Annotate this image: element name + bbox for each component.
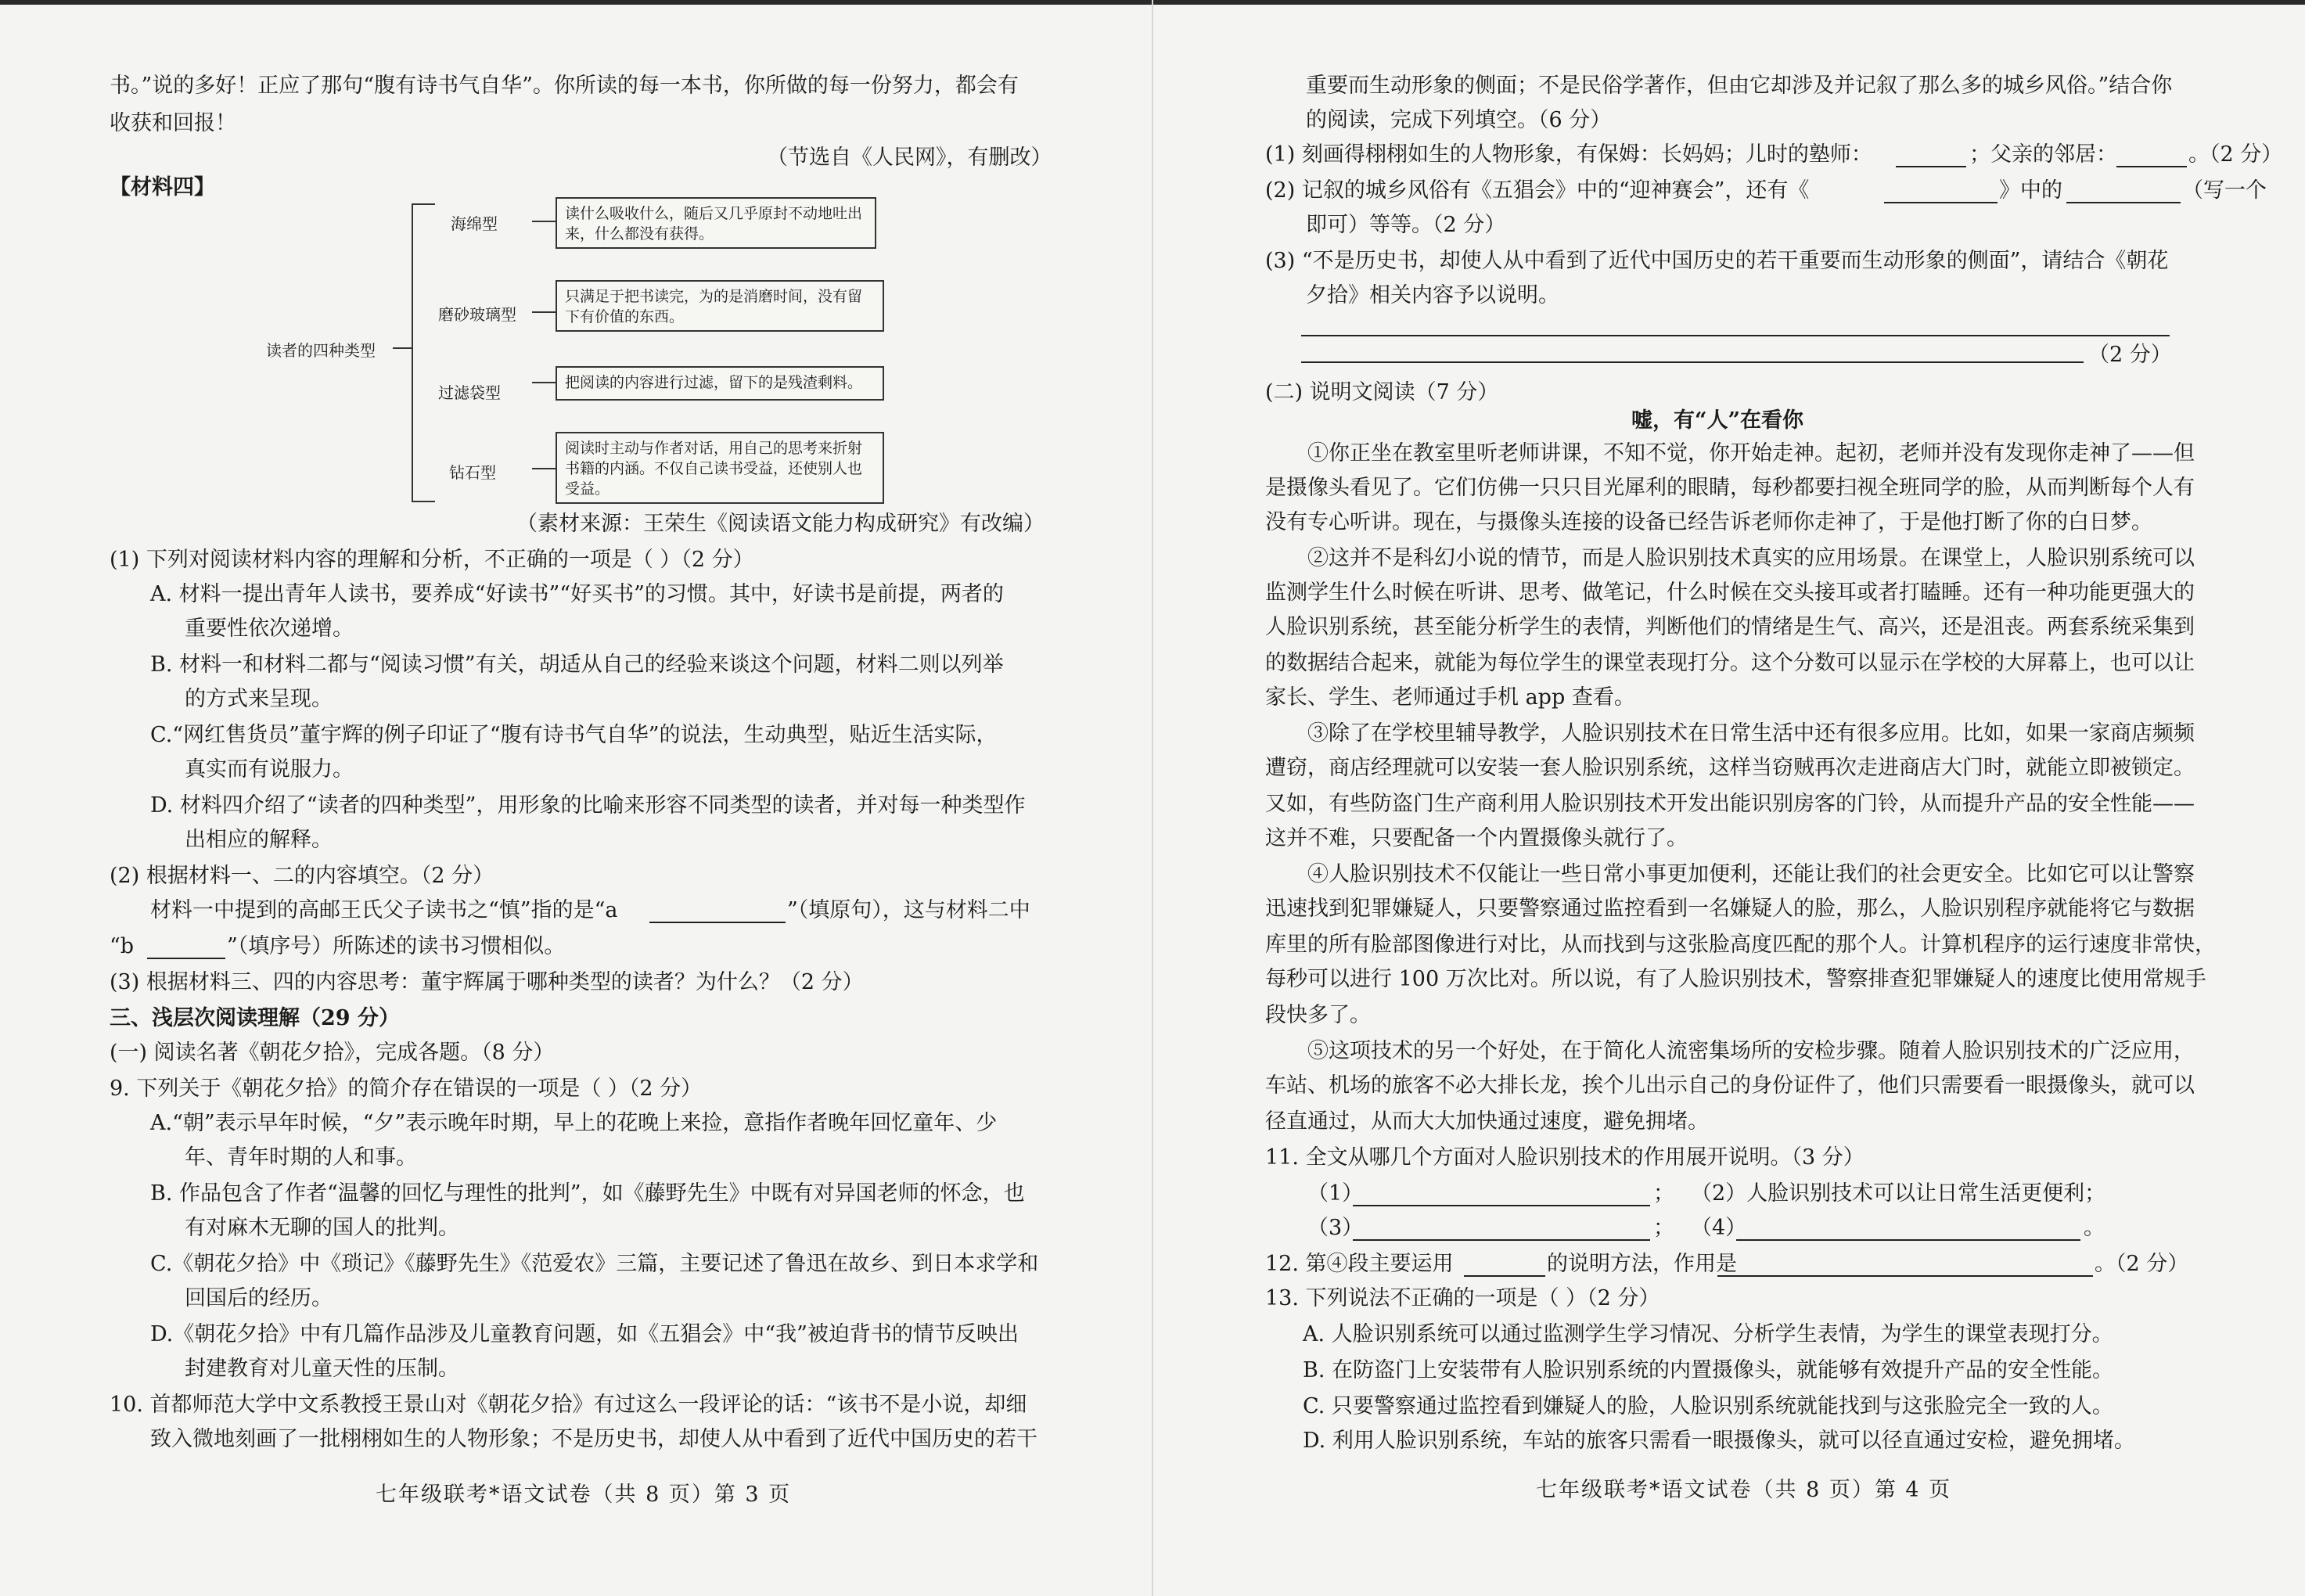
- article-line: 库里的所有脸部图像进行对比，从而找到与这张脸高度匹配的那个人。计算机程序的运行速度非常快，: [1265, 933, 2216, 957]
- type-desc-box: 读什么吸收什么，随后又几乎原封不动地吐出来，什么都没有获得。: [556, 197, 876, 249]
- article-line: 段快多了。: [1265, 1003, 1371, 1027]
- answer-blank[interactable]: [1717, 1275, 2093, 1277]
- question-line: 材料一中提到的高邮王氏父子读书之“慎”指的是“a: [150, 898, 618, 922]
- question-line: 。（2 分）: [2188, 142, 2283, 167]
- article-line: ⑤这项技术的另一个好处，在于简化人流密集场所的安检步骤。随着人脸识别技术的广泛应用，: [1307, 1039, 2195, 1063]
- question-line: (3) “不是历史书，却使人从中看到了近代中国历史的若干重要而生动形象的侧面”，请结合《朝花: [1265, 249, 2169, 273]
- score-note: （2 分）: [2088, 343, 2172, 367]
- answer-blank[interactable]: [1353, 1205, 1650, 1206]
- question-line: (2) 根据材料一、二的内容填空。（2 分）: [110, 864, 494, 888]
- punctuation: ；: [1653, 1181, 1674, 1206]
- option-line: D. 利用人脸识别系统，车站的旅客只需看一眼摄像头，就可以径直通过安检，避免拥堵。: [1303, 1429, 2135, 1453]
- material4-heading: 【材料四】: [110, 175, 215, 200]
- diagram-connector: [532, 382, 556, 383]
- option-line: D.《朝花夕拾》中有几篇作品涉及儿童教育问题，如《五猖会》中“我”被迫背书的情节反映出: [150, 1322, 1019, 1346]
- option-line: C.《朝花夕拾》中《琐记》《藤野先生》《范爱农》三篇，主要记述了鲁迅在故乡、到日本求学和: [150, 1252, 1039, 1276]
- question-line: 致入微地刻画了一批栩栩如生的人物形象；不是历史书，却使人从中看到了近代中国历史的若干: [150, 1427, 1037, 1451]
- question-line: 夕拾》相关内容予以说明。: [1306, 283, 1559, 307]
- article-title: 嘘，有“人”在看你: [1631, 408, 1804, 433]
- article-line: 没有专心听讲。现在，与摄像头连接的设备已经告诉老师你走神了，于是他打断了你的白日梦。: [1265, 510, 2152, 534]
- option-line: 回国后的经历。: [185, 1286, 333, 1310]
- diagram-connector: [393, 347, 412, 349]
- article-line: ②这并不是科幻小说的情节，而是人脸识别技术真实的应用场景。在课堂上，人脸识别系统可以: [1307, 546, 2195, 570]
- option-line: B. 在防盗门上安装带有人脸识别系统的内置摄像头，就能够有效提升产品的安全性能。: [1303, 1358, 2114, 1382]
- diagram-connector: [532, 468, 556, 469]
- question-line: “b: [110, 934, 135, 958]
- diagram-connector: [412, 501, 435, 502]
- type-label-sponge: 海绵型: [451, 214, 498, 233]
- article-line: 迅速找到犯罪嫌疑人，只要警察通过监控看到一名嫌疑人的脸，那么，人脸识别程序就能将它与数据: [1265, 897, 2195, 921]
- answer-blank[interactable]: [1353, 1239, 1650, 1241]
- answer-blank[interactable]: [1896, 166, 1966, 167]
- article-line: 这并不难，只要配备一个内置摄像头就行了。: [1265, 826, 1688, 850]
- source-note: （素材来源：王荣生《阅读语文能力构成研究》有改编）: [516, 512, 1045, 536]
- question-line: （4）: [1691, 1216, 1747, 1240]
- article-line: 径直通过，从而大大加快通过速度，避免拥堵。: [1265, 1109, 1709, 1134]
- question-line: 即可）等等。（2 分）: [1306, 213, 1506, 237]
- article-line: 又如，有些防盗门生产商利用人脸识别技术开发出能识别房客的门铃，从而提升产品的安全性能——: [1265, 792, 2195, 816]
- page-4: [1152, 0, 2305, 1596]
- type-label-frosted-glass: 磨砂玻璃型: [438, 305, 516, 324]
- text-line: 的阅读，完成下列填空。（6 分）: [1306, 108, 1612, 132]
- punctuation: ；: [1653, 1216, 1674, 1240]
- option-line: 的方式来呈现。: [185, 687, 333, 711]
- type-desc-box: 阅读时主动与作者对话，用自己的思考来折射书籍的内涵。不仅自己读书受益，还使别人也受益。: [556, 432, 884, 504]
- question-line: 10. 首都师范大学中文系教授王景山对《朝花夕拾》有过这么一段评论的话：“该书不是小说，却细: [110, 1393, 1027, 1417]
- option-line: A. 人脸识别系统可以通过监测学生学习情况、分析学生表情，为学生的课堂表现打分。: [1303, 1322, 2113, 1346]
- option-line: B. 材料一和材料二都与“阅读习惯”有关，胡适从自己的经验来谈这个问题，材料二则以列举: [150, 652, 1004, 677]
- option-line: A.“朝”表示早年时候，“夕”表示晚年时期，早上的花晚上来捡，意指作者晚年回忆童年、少: [150, 1111, 998, 1135]
- answer-line[interactable]: [1301, 361, 2084, 363]
- article-line: ③除了在学校里辅导教学，人脸识别技术在日常生活中还有很多应用。比如，如果一家商店频频: [1307, 721, 2195, 746]
- answer-blank[interactable]: [649, 922, 786, 923]
- answer-blank[interactable]: [2116, 166, 2187, 167]
- option-line: C. 只要警察通过监控看到嫌疑人的脸，人脸识别系统就能找到与这张脸完全一致的人。: [1303, 1394, 2113, 1418]
- answer-line[interactable]: [1301, 335, 2170, 336]
- page-footer: 七年级联考*语文试卷（共 8 页）第 4 页: [1536, 1478, 1952, 1502]
- question-line: 。（2 分）: [2095, 1252, 2189, 1276]
- option-line: C.“网红售货员”董宇辉的例子印证了“腹有诗书气自华”的说法，生动典型，贴近生活实际，: [150, 723, 998, 747]
- subsection-title: (二) 说明文阅读（7 分）: [1265, 380, 1499, 404]
- article-line: 遭窃，商店经理就可以安装一套人脸识别系统，这样当窃贼再次走进商店大门时，就能立即被锁定。: [1265, 756, 2195, 780]
- question-line: （2）人脸识别技术可以让日常生活更便利；: [1691, 1181, 2106, 1206]
- question-line: (1) 刻画得栩栩如生的人物形象，有保姆：长妈妈；儿时的塾师：: [1265, 142, 1872, 167]
- question-line: ”（填原句），这与材料二中: [787, 898, 1030, 922]
- question-line: 的说明方法，作用是: [1547, 1252, 1737, 1276]
- text-line: 收获和回报！: [110, 111, 236, 135]
- question-line: 9. 下列关于《朝花夕拾》的简介存在错误的一项是（ ）（2 分）: [110, 1077, 703, 1101]
- question-line: 12. 第④段主要运用: [1265, 1252, 1454, 1276]
- answer-blank[interactable]: [1884, 202, 1998, 203]
- article-line: 车站、机场的旅客不必大排长龙，挨个儿出示自己的身份证件了，他们只需要看一眼摄像头，就可以: [1265, 1073, 2195, 1098]
- article-line: ①你正坐在教室里听老师讲课，不知不觉，你开始走神。起初，老师并没有发现你走神了——但: [1307, 441, 2195, 466]
- text-line: 重要而生动形象的侧面；不是民俗学著作，但由它却涉及并记叙了那么多的城乡风俗。”结合你: [1306, 74, 2173, 98]
- article-line: 的数据结合起来，就能为每位学生的课堂表现打分。这个分数可以显示在学校的大屏幕上，也可以让: [1265, 651, 2195, 675]
- diagram-connector: [532, 221, 556, 222]
- article-line: 每秒可以进行 100 万次比对。所以说，有了人脸识别技术，警察排查犯罪嫌疑人的速度比使用常规手: [1265, 967, 2206, 991]
- option-line: 有对麻木无聊的国人的批判。: [185, 1216, 459, 1240]
- option-line: 出相应的解释。: [185, 828, 333, 852]
- type-label-filter-bag: 过滤袋型: [438, 383, 501, 402]
- answer-blank[interactable]: [2066, 202, 2181, 203]
- answer-blank[interactable]: [147, 958, 225, 959]
- option-line: D. 材料四介绍了“读者的四种类型”，用形象的比喻来形容不同类型的读者，并对每一种类型作: [150, 793, 1026, 818]
- option-line: A. 材料一提出青年人读书，要养成“好读书”“好买书”的习惯。其中，好读书是前提，两者的: [150, 582, 1004, 606]
- subsection-title: (一) 阅读名著《朝花夕拾》，完成各题。（8 分）: [110, 1041, 555, 1065]
- option-line: 封建教育对儿童天性的压制。: [185, 1357, 459, 1381]
- question-line: (1) 下列对阅读材料内容的理解和分析，不正确的一项是（ ）（2 分）: [110, 548, 754, 572]
- option-line: 真实而有说服力。: [185, 757, 354, 782]
- question-line: （1）: [1307, 1181, 1364, 1206]
- option-line: 年、青年时期的人和事。: [185, 1145, 417, 1170]
- option-line: 重要性依次递增。: [185, 616, 354, 641]
- diagram-root-label: 读者的四种类型: [266, 341, 376, 360]
- question-line: ”（填序号）所陈述的读书习惯相似。: [227, 934, 566, 958]
- question-line: 11. 全文从哪几个方面对人脸识别技术的作用展开说明。（3 分）: [1265, 1145, 1864, 1170]
- question-line: （3）: [1307, 1216, 1364, 1240]
- punctuation: 。: [2084, 1216, 2105, 1240]
- text-line: 书。”说的多好！正应了那句“腹有诗书气自华”。你所读的每一本书，你所做的每一份努力，都会有: [110, 74, 1019, 98]
- article-line: 监测学生什么时候在听讲、思考、做笔记，什么时候在交头接耳或者打瞌睡。还有一种功能更强大的: [1265, 581, 2195, 605]
- option-line: B. 作品包含了作者“温馨的回忆与理性的批判”，如《藤野先生》中既有对异国老师的怀念，也: [150, 1181, 1025, 1206]
- page-3: [0, 0, 1152, 1596]
- section-title: 三、浅层次阅读理解（29 分）: [110, 1006, 400, 1030]
- article-line: 人脸识别系统，甚至能分析学生的表情，判断他们的情绪是生气、高兴，还是沮丧。两套系统采集到: [1265, 615, 2195, 639]
- article-line: 家长、学生、老师通过手机 app 查看。: [1265, 685, 1635, 710]
- question-line: 13. 下列说法不正确的一项是（ ）（2 分）: [1265, 1286, 1660, 1310]
- question-line: ；父亲的邻居：: [1969, 142, 2117, 167]
- answer-blank[interactable]: [1464, 1275, 1545, 1277]
- question-line: （写一个: [2182, 178, 2267, 203]
- article-line: ④人脸识别技术不仅能让一些日常小事更加便利，还能让我们的社会更安全。比如它可以让警察: [1307, 862, 2195, 886]
- diagram-connector: [412, 203, 435, 205]
- question-line: 》中的: [1999, 178, 2062, 203]
- question-line: (3) 根据材料三、四的内容思考：董宇辉属于哪种类型的读者？为什么？（2 分）: [110, 970, 864, 994]
- page-footer: 七年级联考*语文试卷（共 8 页）第 3 页: [376, 1483, 792, 1507]
- source-note: （节选自《人民网》，有删改）: [767, 146, 1052, 170]
- answer-blank[interactable]: [1736, 1239, 2080, 1241]
- diagram-connector: [532, 311, 556, 313]
- type-desc-box: 把阅读的内容进行过滤，留下的是残渣剩料。: [556, 366, 884, 401]
- type-desc-box: 只满足于把书读完，为的是消磨时间，没有留下有价值的东西。: [556, 280, 884, 332]
- question-line: (2) 记叙的城乡风俗有《五猖会》中的“迎神赛会”，还有《: [1265, 178, 1810, 203]
- type-label-diamond: 钻石型: [449, 463, 496, 482]
- article-line: 是摄像头看见了。它们仿佛一只只目光犀利的眼睛，每秒都要扫视全班同学的脸，从而判断每个人有: [1265, 476, 2195, 500]
- diagram-connector: [412, 203, 413, 502]
